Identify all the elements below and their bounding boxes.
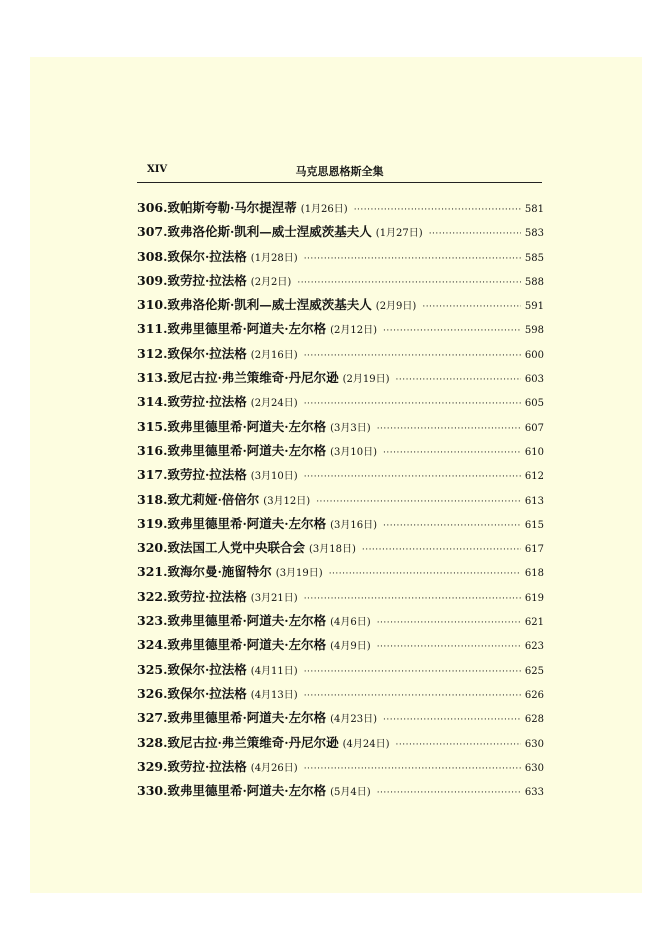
toc-entry-date: (2月9日) [375,301,417,313]
toc-entry [137,731,544,755]
toc-entry [137,512,544,536]
dot-leader [383,514,521,538]
toc-entry-date: (3月3日) [330,422,371,434]
toc-entry [137,706,544,730]
toc-entry-title: 309.致劳拉·拉法格 [137,272,247,288]
toc-entry-page: 618 [524,568,544,580]
dot-leader [304,684,521,708]
toc-entry-title: 323.致弗里德里希·阿道夫·左尔格 [137,613,327,629]
toc-entry-page: 617 [524,544,544,556]
toc-entry-title: 324.致弗里德里希·阿道夫·左尔格 [137,637,327,653]
toc-entry-title: 315.致弗里德里希·阿道夫·左尔格 [137,418,327,434]
toc-entry-date: (3月16日) [330,519,378,531]
toc-entry [137,269,544,293]
toc-entry-title: 328.致尼古拉·弗兰策维奇·丹尼尔逊 [137,734,339,750]
toc-entry-title: 310.致弗洛伦斯·凯利—威士涅威茨基夫人 [137,297,372,313]
toc-entry [137,488,544,512]
toc-entry-date: (4月11日) [250,665,298,677]
dot-leader [304,757,521,781]
toc-entry-page: 585 [524,252,544,264]
running-header [137,164,542,183]
toc-entry-date: (3月10日) [250,471,298,483]
toc-entry-page: 588 [524,276,544,288]
toc-entry-title: 319.致弗里德里希·阿道夫·左尔格 [137,515,327,531]
dot-leader [396,733,521,757]
dot-leader [383,441,521,465]
toc-entry [137,390,544,414]
toc-entry [137,220,544,244]
toc-entry-date: (1月26日) [300,204,348,215]
toc-entry-title: 330.致弗里德里希·阿道夫·左尔格 [137,783,327,799]
dot-leader [377,781,521,805]
toc-entry-page: 581 [524,204,544,215]
toc-entry-date: (1月27日) [375,228,423,240]
toc-entry-date: (4月26日) [250,762,298,774]
toc-entry-title: 325.致保尔·拉法格 [137,661,247,677]
toc-entry-title: 311.致弗里德里希·阿道夫·左尔格 [137,321,327,337]
dot-leader [304,392,521,416]
toc-entry-date: (4月24日) [342,738,390,750]
toc-entry-page: 623 [524,641,544,653]
toc-entry-page: 628 [524,714,544,726]
dot-leader [304,465,521,489]
toc-entry-date: (2月2日) [250,276,292,288]
toc-entry-title: 329.致劳拉·拉法格 [137,758,247,774]
toc-entry-title: 307.致弗洛伦斯·凯利—威士涅威茨基夫人 [137,224,372,240]
toc-entry [137,682,544,706]
toc-entry-date: (3月12日) [263,495,311,507]
toc-entry [137,293,544,317]
dot-leader [354,198,521,222]
toc-entry-title: 313.致尼古拉·弗兰策维奇·丹尼尔逊 [137,370,339,386]
toc-entry-date: (5月4日) [330,787,371,799]
toc-entry [137,609,544,633]
toc-entry [137,439,544,463]
dot-leader [383,319,521,343]
dot-leader [396,368,521,392]
toc-entry-date: (1月28日) [250,252,298,264]
toc-entry [137,366,544,390]
toc-entry-date: (2月16日) [250,349,298,361]
toc-entry-page: 613 [524,495,544,507]
toc-entry-date: (4月13日) [250,689,298,701]
toc-entry [137,196,544,220]
dot-leader [304,247,521,271]
dot-leader [316,490,521,514]
toc-entry-page: 633 [524,787,544,799]
toc-entry-title: 314.致劳拉·拉法格 [137,394,247,410]
toc-entry-page: 591 [524,301,544,313]
header-book-title: 马克思恩格斯全集 [295,165,384,178]
toc-entry-page: 625 [524,665,544,677]
toc-entry-page: 583 [524,228,544,240]
toc-entry-page: 626 [524,689,544,701]
toc-entry-title: 312.致保尔·拉法格 [137,345,247,361]
toc-entry-date: (2月19日) [342,374,390,386]
dot-leader [329,562,521,586]
dot-leader [362,538,521,562]
dot-leader [304,587,521,611]
toc-entry [137,536,544,560]
toc-entry-title: 316.致弗里德里希·阿道夫·左尔格 [137,442,327,458]
toc-entry-page: 603 [524,374,544,386]
toc-entry-page: 607 [524,422,544,434]
toc-entry-page: 615 [524,519,544,531]
toc-entry-date: (4月9日) [330,641,371,653]
toc-entry [137,463,544,487]
toc-entry-page: 630 [524,738,544,750]
toc-entry-title: 326.致保尔·拉法格 [137,685,247,701]
dot-leader [377,635,521,659]
dot-leader [377,417,521,441]
toc-entry-title: 317.致劳拉·拉法格 [137,467,247,483]
toc-entry-page: 605 [524,398,544,410]
toc-entry-title: 322.致劳拉·拉法格 [137,588,247,604]
toc-entry-date: (4月6日) [330,617,371,629]
toc-entry [137,560,544,584]
toc-entry-date: (3月10日) [330,446,378,458]
dot-leader [304,660,521,684]
toc-entry-date: (3月21日) [250,592,298,604]
toc-entry-title: 308.致保尔·拉法格 [137,248,247,264]
dot-leader [304,344,521,368]
toc-entry-page: 598 [524,325,544,337]
toc-entry-date: (3月18日) [308,544,356,556]
toc-entry-page: 630 [524,762,544,774]
toc-entry-title: 306.致帕斯夸勒·马尔提涅蒂 [137,200,297,215]
dot-leader [429,222,521,246]
table-of-contents [137,196,544,803]
toc-entry-date: (2月12日) [330,325,378,337]
toc-entry [137,245,544,269]
toc-entry-date: (3月19日) [275,568,323,580]
toc-entry-page: 619 [524,592,544,604]
dot-leader [377,611,521,635]
toc-entry-title: 318.致尤莉娅·倍倍尔 [137,491,260,507]
toc-entry-page: 621 [524,617,544,629]
toc-entry-page: 600 [524,349,544,361]
toc-entry-title: 327.致弗里德里希·阿道夫·左尔格 [137,710,327,726]
dot-leader [297,271,521,295]
toc-entry [137,658,544,682]
toc-entry [137,415,544,439]
toc-entry [137,755,544,779]
toc-entry-date: (4月23日) [330,714,378,726]
dot-leader [383,708,521,732]
toc-entry-title: 321.致海尔曼·施留特尔 [137,564,272,580]
dot-leader [422,295,521,319]
toc-entry [137,779,544,803]
toc-entry [137,585,544,609]
toc-entry [137,342,544,366]
toc-entry-page: 612 [524,471,544,483]
toc-entry-date: (2月24日) [250,398,298,410]
header-page-number: XIV [147,164,168,175]
toc-entry [137,317,544,341]
toc-entry-page: 610 [524,446,544,458]
toc-entry [137,633,544,657]
toc-entry-title: 320.致法国工人党中央联合会 [137,540,305,556]
